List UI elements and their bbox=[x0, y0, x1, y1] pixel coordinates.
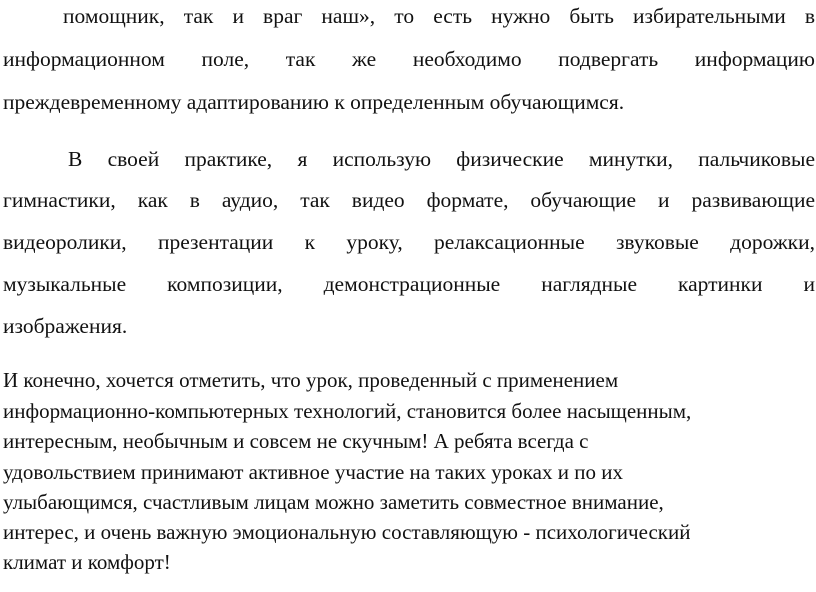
paragraph-1-line-2: информационном поле, так же необходимо подвергать информацию bbox=[3, 47, 815, 71]
paragraph-3-line-4: удовольствием принимают активное участие на таких уроках и по их bbox=[3, 460, 623, 484]
paragraph-3-line-3: интересным, необычным и совсем не скучным! А ребята всегда с bbox=[3, 429, 589, 453]
paragraph-3-line-6: интерес, и очень важную эмоциональную составляющую - психологический bbox=[3, 520, 691, 544]
paragraph-3-line-7: климат и комфорт! bbox=[3, 550, 171, 574]
paragraph-2-line-4: музыкальные композиции, демонстрационные наглядные картинки и bbox=[3, 272, 815, 296]
paragraph-2-line-1: В своей практике, я использую физические минутки, пальчиковые bbox=[68, 147, 815, 171]
paragraph-3-line-1: И конечно, хочется отметить, что урок, проведенный с применением bbox=[3, 368, 619, 392]
paragraph-2-line-2: гимнастики, как в аудио, так видео формате, обучающие и развивающие bbox=[3, 188, 815, 212]
paragraph-1-line-3: преждевременному адаптированию к определенным обучающимся. bbox=[3, 90, 625, 114]
paragraph-2-line-5: изображения. bbox=[3, 314, 128, 338]
paragraph-3-line-5: улыбающимся, счастливым лицам можно заметить совместное внимание, bbox=[3, 490, 664, 514]
paragraph-3-line-2: информационно-компьютерных технологий, становится более насыщенным, bbox=[3, 399, 692, 423]
paragraph-1-line-1: помощник, так и враг наш», то есть нужно быть избирательными в bbox=[63, 4, 815, 28]
paragraph-2-line-3: видеоролики, презентации к уроку, релаксационные звуковые дорожки, bbox=[3, 230, 815, 254]
